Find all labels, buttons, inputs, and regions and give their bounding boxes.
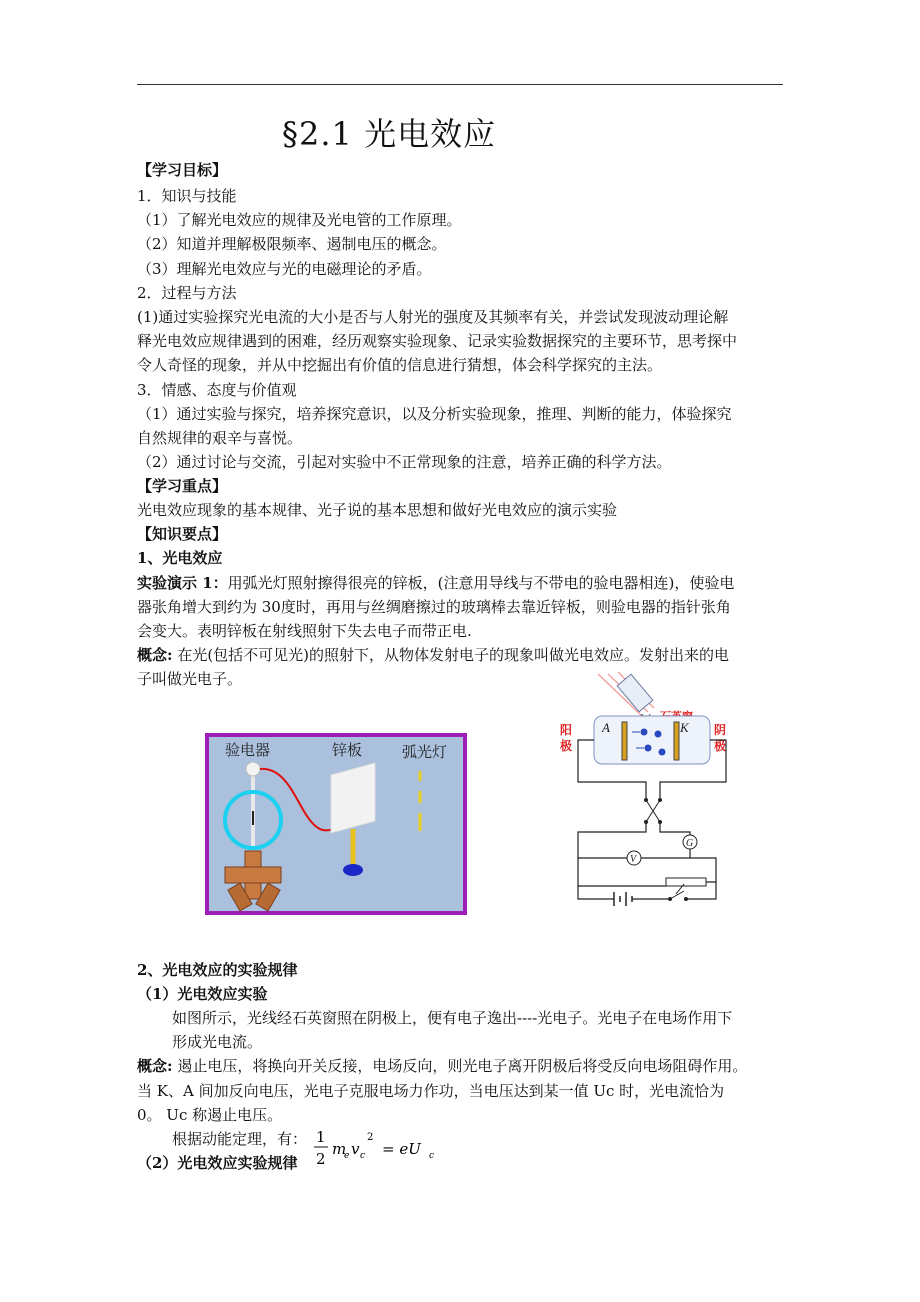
heading-points: 【知识要点】 xyxy=(137,525,228,543)
goal-3-1a: （1）通过实验与探究，培养探究意识，以及分析实验现象，推理、判断的能力，体验探究 xyxy=(137,405,732,423)
reversing-switch[interactable] xyxy=(644,798,662,824)
demo-line-1 xyxy=(137,572,734,594)
label-A: A xyxy=(602,720,610,735)
wire-battery-left xyxy=(578,886,614,899)
goal-2-1b: 释光电效应规律遇到的困难，经历观察实验现象、记录实验数据探究的主要环节，思考探中 xyxy=(137,332,738,350)
para-1a: 如图所示，光线经石英窗照在阴极上，便有电子逸出----光电子。光电子在电场作用下 xyxy=(172,1009,733,1027)
phototube xyxy=(594,716,710,764)
label-electroscope: 验电器 xyxy=(225,742,271,759)
concept2-text-a: 遏止电压，将换向开关反接，电场反向，则光电子离开阴极后将受反向电场阻碍作用。 xyxy=(172,1057,748,1075)
goal-1-2: （2）知道并理解极限频率、遏制电压的概念。 xyxy=(137,235,447,253)
label-cathode-1: 阴 xyxy=(714,723,727,737)
section-2-2: （2）光电效应实验规律 xyxy=(137,1154,298,1172)
light-beam xyxy=(598,672,654,716)
concept2-line-3: 0。 Uc 称遏止电压。 xyxy=(137,1106,283,1124)
zinc-plate-base xyxy=(343,864,363,876)
battery xyxy=(614,892,632,906)
goal-1: 1．知识与技能 xyxy=(137,187,237,205)
frac-numerator: 1 xyxy=(316,1128,326,1146)
goal-3-2: （2）通过讨论与交流，引起对实验中不正常现象的注意，培养正确的科学方法。 xyxy=(137,453,672,471)
rhs-expression: = eU xyxy=(382,1140,421,1158)
goal-2: 2．过程与方法 xyxy=(137,284,237,302)
concept2-label: 概念: xyxy=(137,1057,173,1075)
square-exponent: 2 xyxy=(367,1132,374,1143)
electroscope-figure xyxy=(205,733,467,915)
label-anode-1: 阳 xyxy=(560,723,573,737)
electroscope-knob xyxy=(246,762,260,776)
goal-1-3: （3）理解光电效应与光的电磁理论的矛盾。 xyxy=(137,260,432,278)
page-title: §2.1 光电效应 xyxy=(282,115,497,153)
rhs-subscript: c xyxy=(429,1151,435,1161)
label-K: K xyxy=(680,720,689,735)
label-G: G xyxy=(686,838,694,849)
energy-theorem: 根据动能定理，有： xyxy=(172,1130,308,1148)
wire-right xyxy=(660,822,690,836)
goal-3: 3．情感、态度与价值观 xyxy=(137,381,297,399)
goal-1-1: （1）了解光电效应的规律及光电管的工作原理。 xyxy=(137,211,462,229)
concept-line-1 xyxy=(137,644,729,666)
demo-text-a: 用弧光灯照射擦得很亮的锌板，(注意用导线与不带电的验电器相连)，使验电 xyxy=(227,574,735,592)
anode-plate xyxy=(622,722,627,760)
mass-subscript: e xyxy=(344,1151,350,1161)
demo-line-2: 器张角增大到约为 30度时，再用与丝绸磨擦过的玻璃棒去靠近锌板，则验电器的指针张角 xyxy=(137,598,731,616)
label-zinc-plate: 锌板 xyxy=(332,742,363,759)
para-1b: 形成光电流。 xyxy=(172,1033,263,1051)
key-point-1: 光电效应现象的基本规律、光子说的基本思想和做好光电效应的演示实验 xyxy=(137,501,618,519)
concept2-line-1 xyxy=(137,1055,747,1077)
goal-3-1b: 自然规律的艰辛与喜悦。 xyxy=(137,429,303,447)
concept-line-2: 子叫做光电子。 xyxy=(137,670,243,688)
label-arc-lamp: 弧光灯 xyxy=(402,744,448,761)
concept2-line-2: 当 K、A 间加反向电压，光电子克服电场力作功，当电压达到某一值 Uc 时，光电流恰为 xyxy=(137,1082,725,1100)
label-anode-2: 极 xyxy=(560,739,573,753)
goal-2-1c: 令人奇怪的现象，并从中挖掘出有价值的信息进行猜想，体会科学探究的主法。 xyxy=(137,356,663,374)
section-2: 2、光电效应的实验规律 xyxy=(137,961,298,979)
concept-text-a: 在光(包括不可见光)的照射下，从物体发射电子的现象叫做光电效应。发射出来的电 xyxy=(172,646,730,664)
zinc-plate xyxy=(331,763,375,833)
header-rule xyxy=(137,84,783,85)
section-1: 1、光电效应 xyxy=(137,549,223,567)
mass-symbol: m xyxy=(332,1140,347,1158)
energy-formula xyxy=(312,1126,442,1172)
frac-denominator: 2 xyxy=(316,1150,326,1168)
phototube-circuit-figure xyxy=(558,672,738,910)
velocity-symbol: v xyxy=(351,1140,360,1158)
demo-label: 实验演示 1： xyxy=(137,574,228,592)
cathode-plate xyxy=(674,722,679,760)
rheostat xyxy=(666,878,706,886)
section-2-1: （1）光电效应实验 xyxy=(137,985,268,1003)
label-V: V xyxy=(630,854,637,865)
label-cathode-2: 极 xyxy=(714,739,727,753)
heading-goals: 【学习目标】 xyxy=(137,161,228,179)
concept-label: 概念: xyxy=(137,646,173,664)
key-switch[interactable] xyxy=(668,891,688,901)
velocity-subscript: c xyxy=(360,1151,366,1161)
demo-line-3: 会变大。表明锌板在射线照射下失去电子而带正电. xyxy=(137,622,472,640)
heading-key: 【学习重点】 xyxy=(137,477,228,495)
goal-2-1a: (1)通过实验探究光电流的大小是否与人射光的强度及其频率有关，并尝试发现波动理论解 xyxy=(137,308,729,326)
